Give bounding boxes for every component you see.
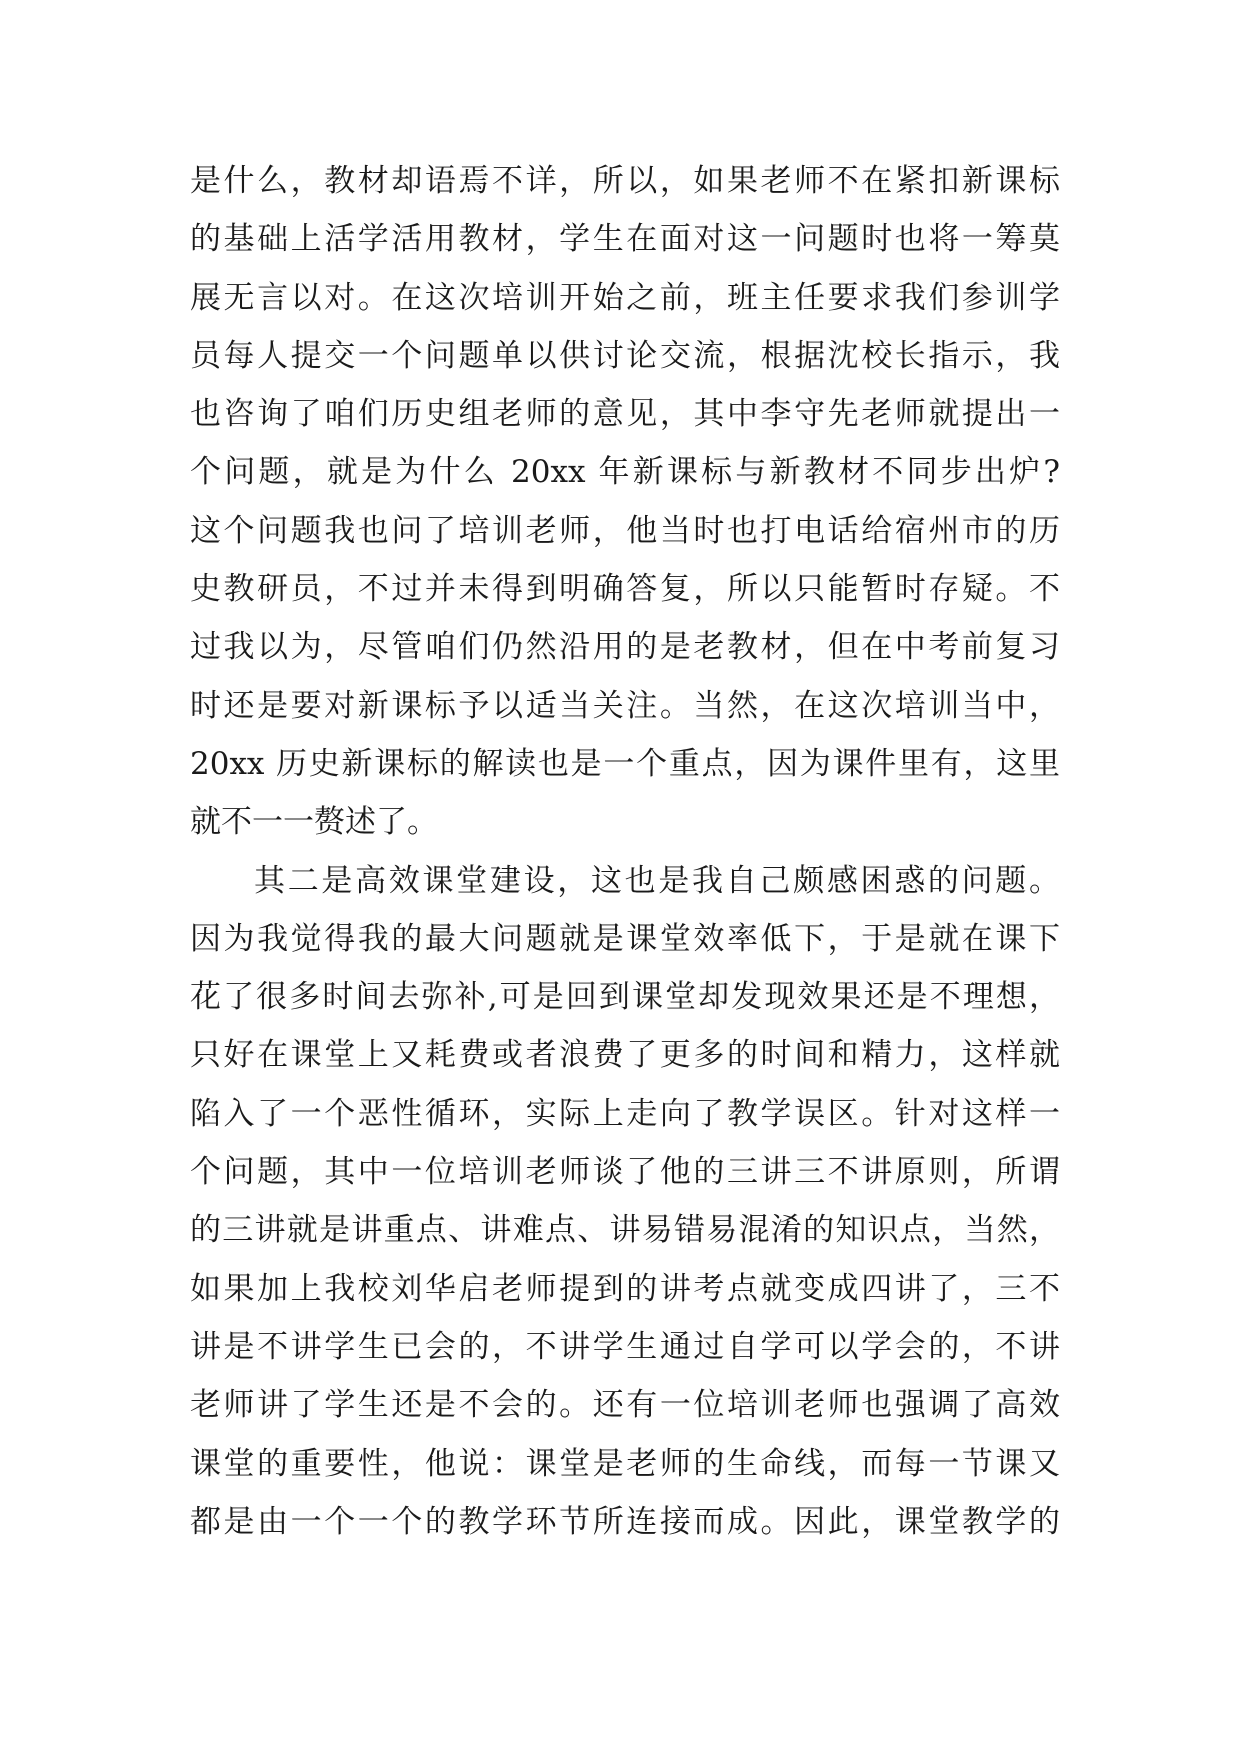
text-line: 讲是不讲学生已会的，不讲学生通过自学可以学会的，不讲 bbox=[190, 1328, 1060, 1365]
text-line: 就不一一赘述了。 bbox=[190, 804, 438, 841]
text-line: 都是由一个一个的教学环节所连接而成。因此，课堂教学的 bbox=[190, 1503, 1060, 1540]
text-line: 因为我觉得我的最大问题就是课堂效率低下，于是就在课下 bbox=[190, 920, 1060, 957]
text-line: 也咨询了咱们历史组老师的意见，其中李守先老师就提出一 bbox=[190, 396, 1060, 433]
text-line: 其二是高效课堂建设，这也是我自己颇感困惑的问题。 bbox=[254, 862, 1060, 899]
text-line: 课堂的重要性，他说：课堂是老师的生命线，而每一节课又 bbox=[190, 1445, 1060, 1482]
text-line: 老师讲了学生还是不会的。还有一位培训老师也强调了高效 bbox=[190, 1387, 1060, 1424]
document-body bbox=[190, 152, 1060, 1551]
text-line: 如果加上我校刘华启老师提到的讲考点就变成四讲了，三不 bbox=[190, 1270, 1060, 1307]
text-line: 过我以为，尽管咱们仍然沿用的是老教材，但在中考前复习 bbox=[190, 629, 1060, 666]
text-line: 陷入了一个恶性循环，实际上走向了教学误区。针对这样一 bbox=[190, 1095, 1060, 1132]
text-line: 展无言以对。在这次培训开始之前，班主任要求我们参训学 bbox=[190, 279, 1060, 316]
text-line: 的三讲就是讲重点、讲难点、讲易错易混淆的知识点，当然， bbox=[190, 1212, 1060, 1249]
text-line: 的基础上活学活用教材，学生在面对这一问题时也将一筹莫 bbox=[190, 221, 1060, 258]
text-line: 是什么，教材却语焉不详，所以，如果老师不在紧扣新课标 bbox=[190, 163, 1060, 199]
text-line: 员每人提交一个问题单以供讨论交流，根据沈校长指示，我 bbox=[190, 337, 1060, 374]
text-line: 时还是要对新课标予以适当关注。当然，在这次培训当中， bbox=[190, 687, 1060, 724]
text-line: 只好在课堂上又耗费或者浪费了更多的时间和精力，这样就 bbox=[190, 1037, 1060, 1074]
text-line: 个问题，就是为什么 20xx 年新课标与新教材不同步出炉? bbox=[190, 454, 1060, 491]
text-line: 史教研员，不过并未得到明确答复，所以只能暂时存疑。不 bbox=[190, 571, 1060, 608]
text-line: 20xx 历史新课标的解读也是一个重点，因为课件里有，这里 bbox=[190, 745, 1060, 782]
text-line: 个问题，其中一位培训老师谈了他的三讲三不讲原则，所谓 bbox=[190, 1154, 1060, 1191]
text-line: 花了很多时间去弥补,可是回到课堂却发现效果还是不理想， bbox=[190, 979, 1060, 1016]
text-line: 这个问题我也问了培训老师，他当时也打电话给宿州市的历 bbox=[190, 512, 1060, 549]
